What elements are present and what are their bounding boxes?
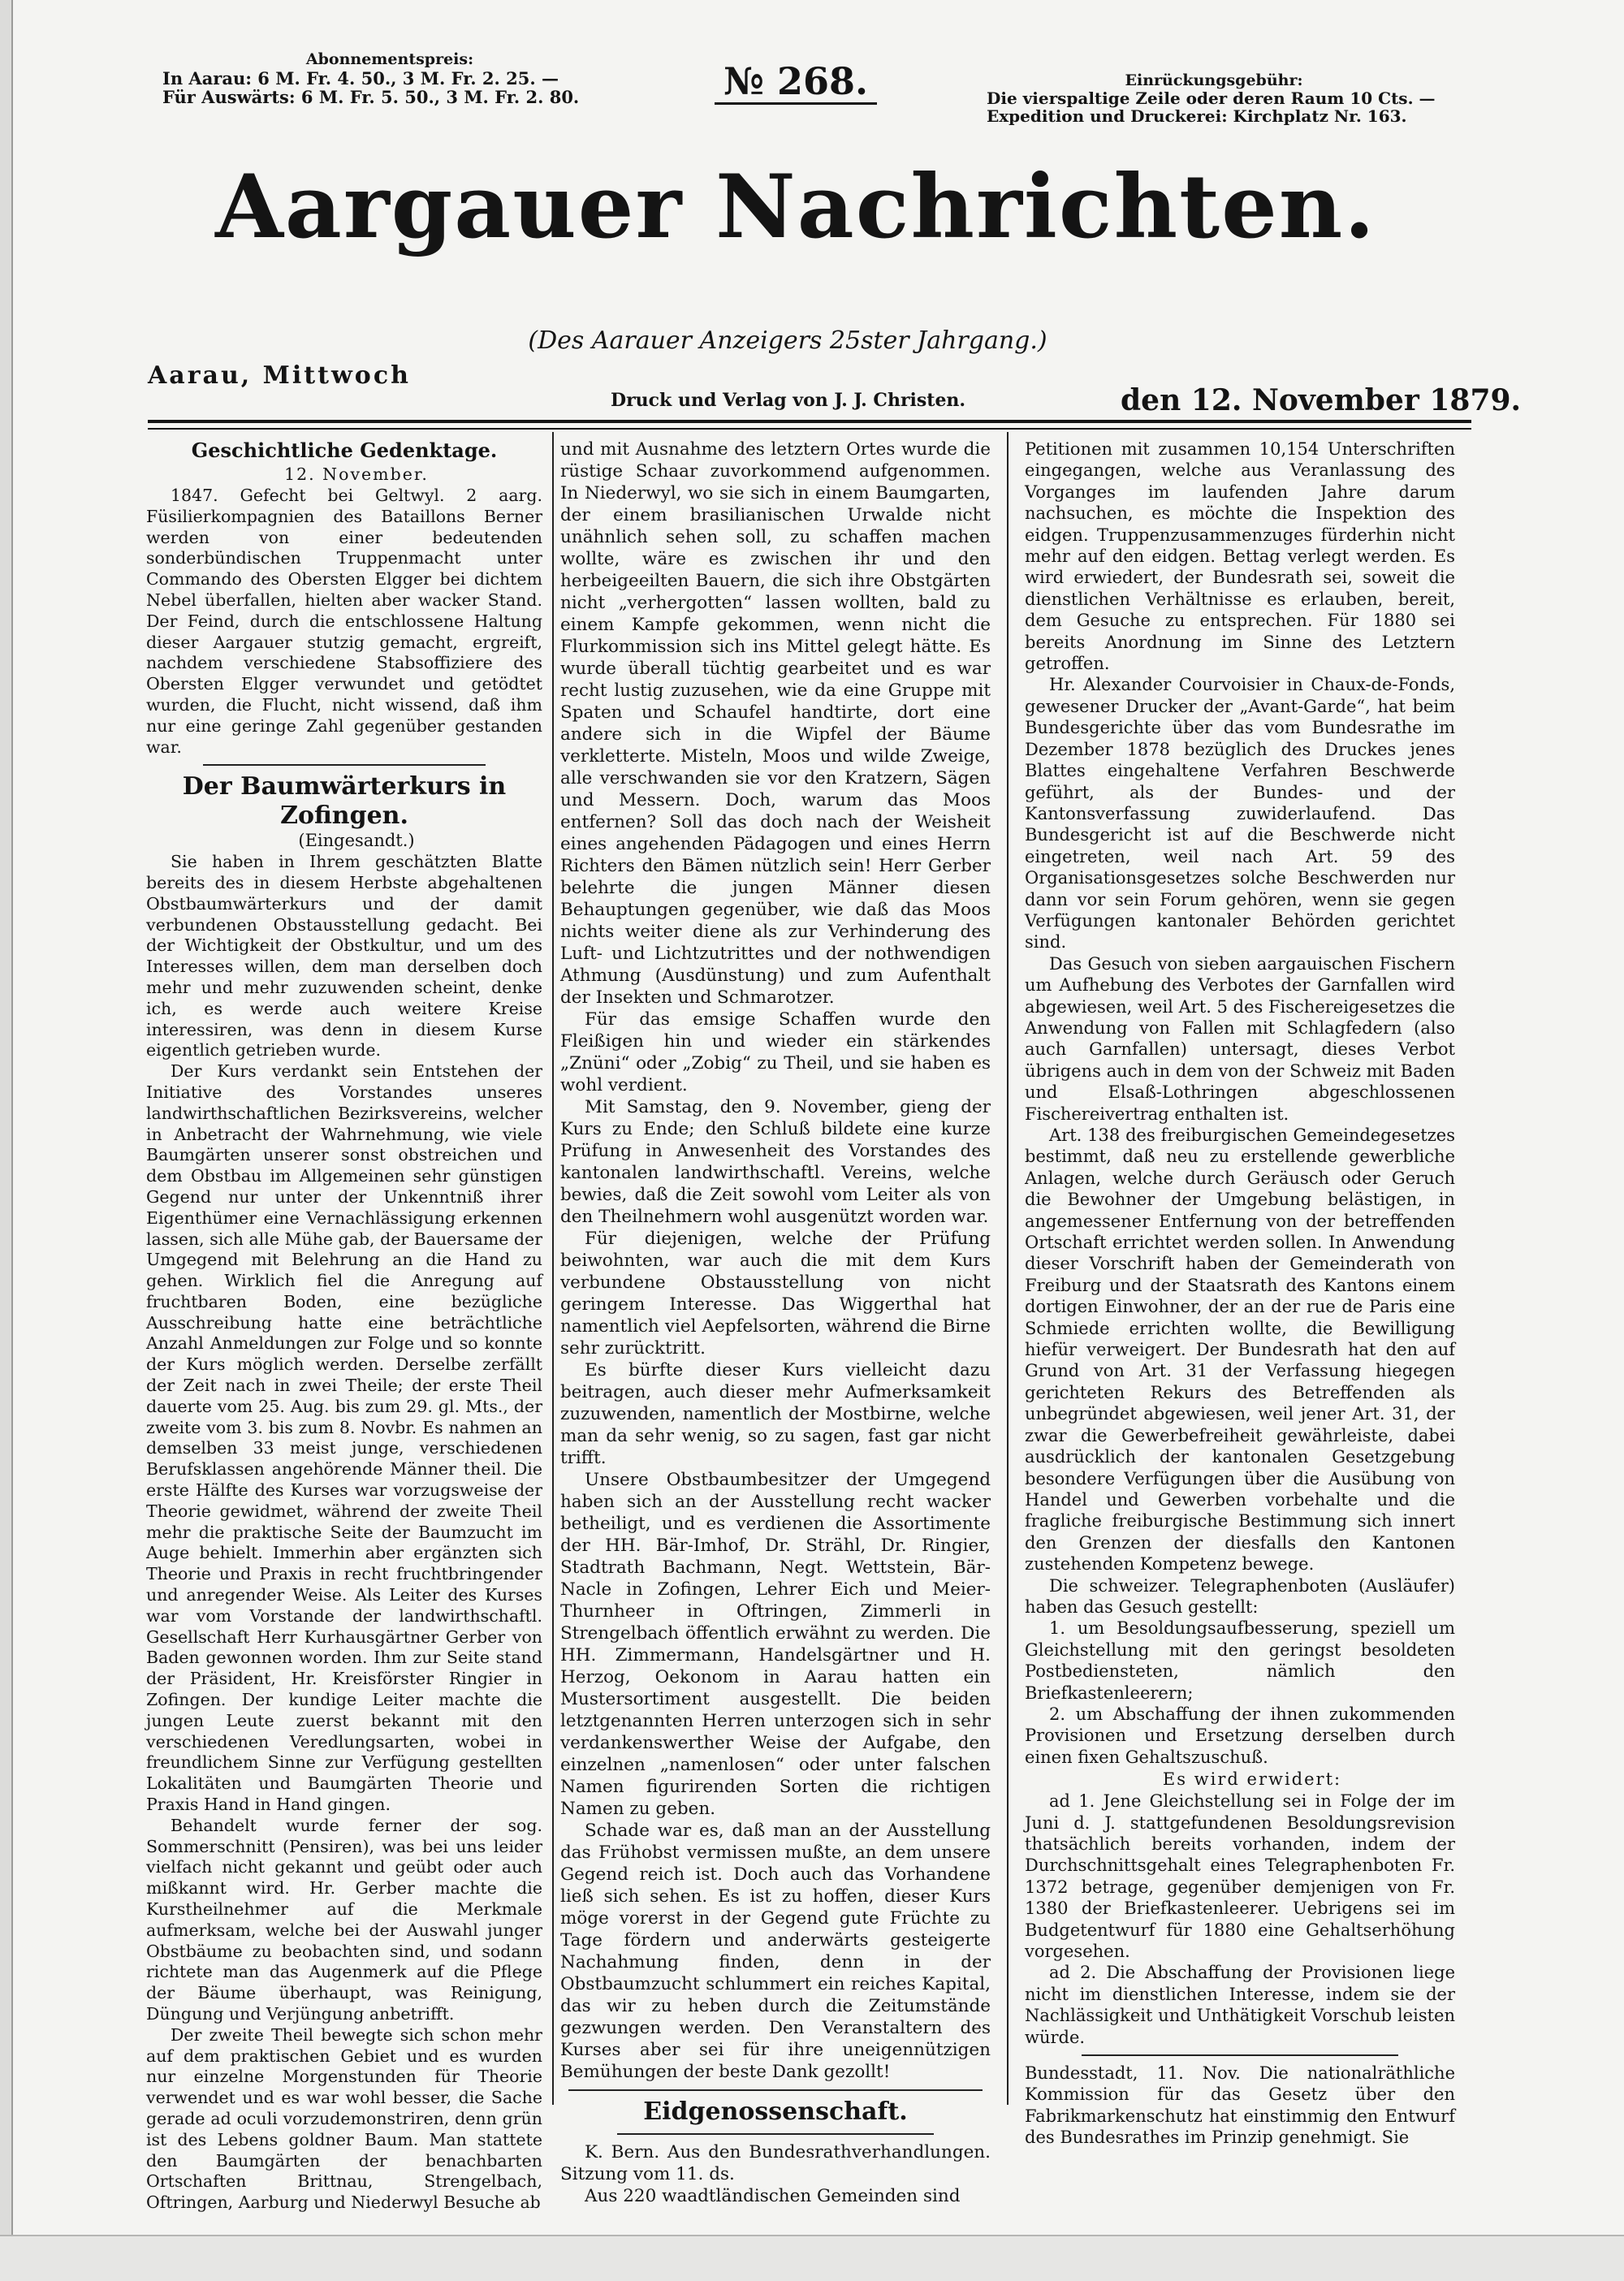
insertion-line-1: Die vierspaltige Zeile oder deren Raum 10 Cts. — (987, 89, 1436, 108)
paragraph: ad 2. Die Abschaffung der Provisionen liege nicht im dienstlichen Interesse, indem sie der Nachlässigkeit und Unthätigkeit Vorschub leisten würde. (1025, 1963, 1455, 2047)
paragraph: und mit Ausnahme des letztern Ortes wurde die rüstige Schaar zuvorkommend aufgenommen. In Niederwyl, wo sie sich in einem Baumgarten, der einem brasilianischen Urwalde nicht unähnlich sehen soll, zu schaffen machen wollte, wäre es zwischen ihr und den herbeigeeilten Bauern, die sich ihre Obstgärten nicht „verhergotten“ lassen wollten, bald zu einem Kampfe gekommen, wenn nicht die Flurkommission sich ins Mittel gelegt hätte. Es wurde überall tüchtig gearbeitet und es war recht lustig zuzusehen, wie da eine Gruppe mit Spaten und Schaufel handtirte, dort eine andere sich in die Wipfel der Bäume verkletterte. Misteln, Moos und wilde Zweige, alle verschwanden sie vor den Kratzern, Sägen und Messern. Doch, warum das Moos entfernen? Soll das doch nach der Weisheit eines angehenden Pädagogen und eines Herrn Richters den Bämen nützlich sein! Herr Gerber belehrte die jungen Männer diesen Behauptungen gegenüber, wie daß das Moos nichts weiter diene als zur Verhinderung des Luft- und Lichtzutrittes und der nothwendigen Athmung (Ausdünstung) und zum Aufenthalt der Insekten und Schmarotzer. (560, 439, 991, 1008)
place-day: Aarau, Mittwoch (148, 361, 411, 390)
paragraph: Art. 138 des freiburgischen Gemeindegesetzes bestimmt, daß neu zu erstellende gewerbliche Anlagen, welche durch Geräusch oder Geruch die Bewohner der Umgebung belästigen, in angemessener Entfernung von der betreffenden Ortschaft errichtet werden sollen. In Anwendung dieser Vorschrift haben der Gemeinderath von Freiburg und der Staatsrath des Kantons einem dortigen Einwohner, der an der rue de Paris eine Schmiede errichten wollte, die Bewilligung hiefür verweigert. Der Bundesrath hat den auf Grund von Art. 31 der Verfassung hiegegen gerichteten Rekurs des Betreffenden als unbegründet abgewiesen, weil jener Art. 31, der zwar die Gewerbefreiheit gewährleiste, dabei ausdrücklich der kantonalen Gesetzgebung besondere Verfügungen über die Ausübung von Handel und Gewerben vorbehalte und die fragliche freiburgische Bestimmung sich innert den Grenzen der diesfalls den Kantonen zustehenden Kompetenz bewege. (1025, 1125, 1455, 1575)
subscription-line-1: In Aarau: 6 M. Fr. 4. 50., 3 M. Fr. 2. 25. — (162, 68, 559, 89)
article-heading: Der Baumwärterkurs in Zofingen. (182, 772, 507, 831)
paragraph: K. Bern. Aus den Bundesrathverhandlungen. Sitzung vom 11. ds. (560, 2142, 991, 2184)
paragraph: Die schweizer. Telegraphenboten (Ausläufer) haben das Gesuch gestellt: (1025, 1575, 1455, 1617)
header-rule-thin (148, 428, 1471, 430)
article-date: 12. November. (284, 464, 429, 484)
paragraph: Schade war es, daß man an der Ausstellung das Frühobst vermissen mußte, an dem unsere Gegend reich ist. Doch auch das Vorhandene ließ sich sehen. Es ist zu hoffen, dieser Kurs möge vorerst in der Gegend gute Früchte zu Tage fördern und anderwärts gesteigerte Nachahmung finden, denn in der Obstbaumzucht schlummert ein reiches Kapital, das wir zu heben durch die Zeitumstände gezwungen werden. Den Veranstaltern des Kurses aber sei für ihre uneigennützigen Bemühungen der beste Dank gezollt! (560, 1821, 991, 2082)
header-rule (148, 420, 1471, 423)
column-1 (146, 438, 542, 2214)
paragraph: Für diejenigen, welche der Prüfung beiwohnten, war auch die mit dem Kurs verbundene Obstausstellung von nicht geringem Interesse. Das Wiggerthal hat namentlich viel Aepfelsorten, während die Birne sehr zurücktritt. (560, 1229, 991, 1359)
page-bottom-edge (0, 2235, 1624, 2281)
column-divider (552, 432, 554, 2105)
article-subheading: (Eingesandt.) (298, 831, 415, 851)
masthead-subtitle: (Des Aarauer Anzeigers 25ster Jahrgang.) (528, 326, 1047, 355)
paragraph: 1. um Besoldungsaufbesserung, speziell um Gleichstellung mit den geringst besoldeten Postbediensteten, nämlich den Briefkastenleerern; (1025, 1618, 1455, 1703)
article-divider (1082, 2054, 1398, 2056)
subscription-line-2: Für Auswärts: 6 M. Fr. 5. 50., 3 M. Fr. 2. 80. (162, 87, 580, 107)
paragraph: Sie haben in Ihrem geschätzten Blatte bereits des in diesem Herbste abgehaltenen Obstbaumwärterkurs und der damit verbundenen Obstausstellung gedacht. Bei der Wichtigkeit der Obstkultur, und um des Interesses willen, dem man derselben doch mehr und mehr zuzuwenden scheint, denke ich, es werde auch weitere Kreise interessiren, was denn in diesem Kurse eigentlich getrieben wurde. (146, 852, 542, 1061)
paragraph: Für das emsige Schaffen wurde den Fleißigen hin und wieder ein stärkendes „Znüni“ oder „Zobig“ zu Theil, und sie haben es wohl verdient. (560, 1009, 991, 1095)
column-2 (560, 438, 991, 2207)
paragraph: Unsere Obstbaumbesitzer der Umgegend haben sich an der Ausstellung recht wacker betheiligt, und es verdienen die Assortimente der HH. Bär-Imhof, Dr. Strähl, Dr. Ringier, Stadtrath Bachmann, Negt. Wettstein, Bär-Nacle in Zofingen, Lehrer Eich und Meier-Thurnheer in Oftringen, Zimmerli in Strengelbach öffentlich erwähnt zu werden. Die HH. Zimmermann, Handelsgärtner und H. Herzog, Oekonom in Aarau hatten ein Mustersortiment ausgestellt. Die beiden letztgenannten Herren unterzogen sich in sehr verdankenswerther Weise der Aufgabe, den einzelnen „namenlosen“ oder unter falschen Namen figurirenden Sorten die richtigen Namen zu geben. (560, 1470, 991, 1819)
issue-number: № 268. (715, 60, 877, 105)
column-3 (1025, 438, 1455, 2149)
section-heading: Eidgenossenschaft. (643, 2097, 908, 2126)
paragraph: Der zweite Theil bewegte sich schon mehr auf dem praktischen Gebiet und es wurden nur einzelne Morgenstunden für Theorie verwendet und es war wohl besser, die Sache gerade ad oculi vorzudemonstriren, denn grün ist des Lebens goldner Baum. Man stattete den Baumgärten der benachbarten Ortschaften Brittnau, Strengelbach, Oftringen, Aarburg und Niederwyl Besuche ab (146, 2024, 542, 2213)
printer-line: Druck und Verlag von J. J. Christen. (611, 390, 966, 411)
insertion-title: Einrückungsgebühr: (1125, 71, 1303, 89)
paragraph: Aus 220 waadtländischen Gemeinden sind (585, 2186, 961, 2206)
paragraph: 1847. Gefecht bei Geltwyl. 2 aarg. Füsilierkompagnien des Bataillons Berner werden von einer bedeutenden sonderbündischen Truppenmacht unter Commando des Obersten Elgger bei dichtem Nebel überfallen, hielten aber wacker Stand. Der Feind, durch die entschlossene Haltung dieser Aargauer stutzig gemacht, ergreift, nachdem verschiedene Stabsoffiziere des Obersten Elgger verwundet und getödtet wurden, die Flucht, nicht wissend, daß ihm nur eine geringe Zahl gegenüber gestanden war. (146, 486, 542, 757)
issue-date: den 12. November 1879. (1121, 383, 1522, 417)
insertion-line-2: Expedition und Druckerei: Kirchplatz Nr. 163. (987, 106, 1407, 126)
paragraph: Bundesstadt, 11. Nov. Die nationalräthliche Kommission für das Gesetz über den Fabrikmarkenschutz hat einstimmig den Entwurf des Bundesrathes im Prinzip genehmigt. Sie (1025, 2063, 1455, 2148)
column-divider (1007, 432, 1009, 2105)
masthead-title: Aargauer Nachrichten. (215, 156, 1376, 258)
paragraph: Behandelt wurde ferner der sog. Sommerschnitt (Pensiren), was bei uns leider vielfach nicht gekannt und geübt oder auch mißkannt wird. Hr. Gerber machte die Kurstheilnehmer auf die Merkmale aufmerksam, welche bei der Auswahl junger Obstbäume zu beobachten sind, und sodann richtete man das Augenmerk auf die Pflege der Bäume überhaupt, was Reinigung, Düngung und Verjüngung anbetrifft. (146, 1815, 542, 2024)
section-divider (568, 2089, 983, 2091)
subscription-box (162, 50, 617, 106)
paragraph: Hr. Alexander Courvoisier in Chaux-de-Fonds, gewesener Drucker der „Avant-Garde“, hat beim Bundesgerichte über das vom Bundesrathe im Dezember 1878 bezüglich des Druckes jenes Blattes eingehaltene Verfahren Beschwerde geführt, als der Bundes- und der Kantonsverfassung zuwiderlaufend. Das Bundesgericht ist auf die Beschwerde nicht eingetreten, weil nach Art. 59 des Organisationsgesetzes solche Beschwerden nur dann vor sein Forum gehören, wenn sie gegen Verfügungen kantonaler Behörden gerichtet sind. (1025, 675, 1455, 953)
paragraph: ad 1. Jene Gleichstellung sei in Folge der im Juni d. J. stattgefundenen Besoldungsrevision thatsächlich bereits vorhanden, indem der Durchschnittsgehalt eines Telegraphenboten Fr. 1372 betrage, gegenüber demjenigen von Fr. 1380 der Briefkastenleerer. Uebrigens sei im Budgetentwurf für 1880 eine Gehaltserhöhung vorgesehen. (1025, 1791, 1455, 1962)
paragraph: Der Kurs verdankt sein Entstehen der Initiative des Vorstandes unseres landwirthschaftlichen Bezirksvereins, welcher in Anbetracht der Wahrnehmung, wie viele Baumgärten unserer sonst obstreichen und dem Obstbau im Allgemeinen sehr günstigen Gegend nur unter der Unkenntniß ihrer Eigenthümer eine Vernachlässigung erkennen lassen, sich alle Mühe gab, der Bauersame der Umgegend mit Belehrung an die Hand zu gehen. Wirklich fiel die Anregung auf fruchtbaren Boden, eine bezügliche Ausschreibung hatte eine beträchtliche Anzahl Anmeldungen zur Folge und so konnte der Kurs möglich werden. Derselbe zerfällt der Zeit nach in zwei Theile; der erste Theil dauerte vom 25. Aug. bis zum 29. gl. Mts., der zweite vom 3. bis zum 8. Novbr. Es nahmen an demselben 33 meist junge, verschiedenen Berufsklassen angehörende Männer theil. Die erste Hälfte des Kurses war vorzugsweise der Theorie gewidmet, während der zweite Theil mehr die praktische Seite der Baumzucht im Auge behielt. Immerhin aber ergänzten sich Theorie und Praxis in recht fruchtbringender und anregender Weise. Als Leiter des Kurses war vom Vorstande der landwirthschaftl. Gesellschaft Herr Kurhausgärtner Gerber von Baden gewonnen worden. Ihm zur Seite stand der Präsident, Hr. Kreisförster Ringier in Zofingen. Der kundige Leiter machte die jungen Leute zuerst bekannt mit den verschiedenen Veredlungsarten, wobei in freundlichem Sinne zur Verfügung gestellten Lokalitäten und Baumgärten Theorie und Praxis Hand in Hand gingen. (146, 1061, 542, 1815)
paragraph: Das Gesuch von sieben aargauischen Fischern um Aufhebung des Verbotes der Garnfallen wird abgewiesen, weil Art. 5 des Fischereigesetzes die Anwendung von Fallen mit Schlagfedern (also auch Garnfallen) untersagt, dieses Verbot übrigens auch in dem von der Schweiz mit Baden und Elsaß-Lothringen abgeschlossenen Fischereivertrag enthalten ist. (1025, 953, 1455, 1124)
paragraph: Mit Samstag, den 9. November, gieng der Kurs zu Ende; den Schluß bildete eine kurze Prüfung in Anwesenheit des Vorstandes des kantonalen landwirthschaftl. Vereins, welche bewies, daß die Zeit sowohl vom Leiter als von den Theilnehmern wohl ausgenützt worden war. (560, 1097, 991, 1227)
article-divider (203, 764, 486, 766)
section-divider (617, 2133, 934, 2135)
subscription-title: Abonnementspreis: (305, 50, 474, 68)
paragraph: Es bürfte dieser Kurs vielleicht dazu beitragen, auch dieser mehr Aufmerksamkeit zuzuwenden, namentlich der Mostbirne, welche man da sehr wenig, so zu sagen, fast gar nicht trifft. (560, 1360, 991, 1468)
paragraph: Es wird erwidert: (1162, 1769, 1342, 1790)
paragraph: Petitionen mit zusammen 10,154 Unterschriften eingegangen, welche aus Veranlassung des Vorganges im laufenden Jahre darum nachsuchen, es möchte die Inspektion des eidgen. Truppenzusammenzuges fürderhin nicht mehr auf den eidgen. Bettag verlegt werden. Es wird erwiedert, der Bundesrath sei, soweit die dienstlichen Verhältnisse es erlauben, bereit, dem Gesuche zu entsprechen. Für 1880 sei bereits Anordnung im Sinne des Letztern getroffen. (1025, 439, 1455, 674)
paragraph: 2. um Abschaffung der ihnen zukommenden Provisionen und Ersetzung derselben durch einen fixen Gehaltszuschuß. (1025, 1704, 1455, 1767)
article-heading: Geschichtliche Gedenktage. (191, 438, 498, 462)
page-left-edge (0, 0, 13, 2279)
